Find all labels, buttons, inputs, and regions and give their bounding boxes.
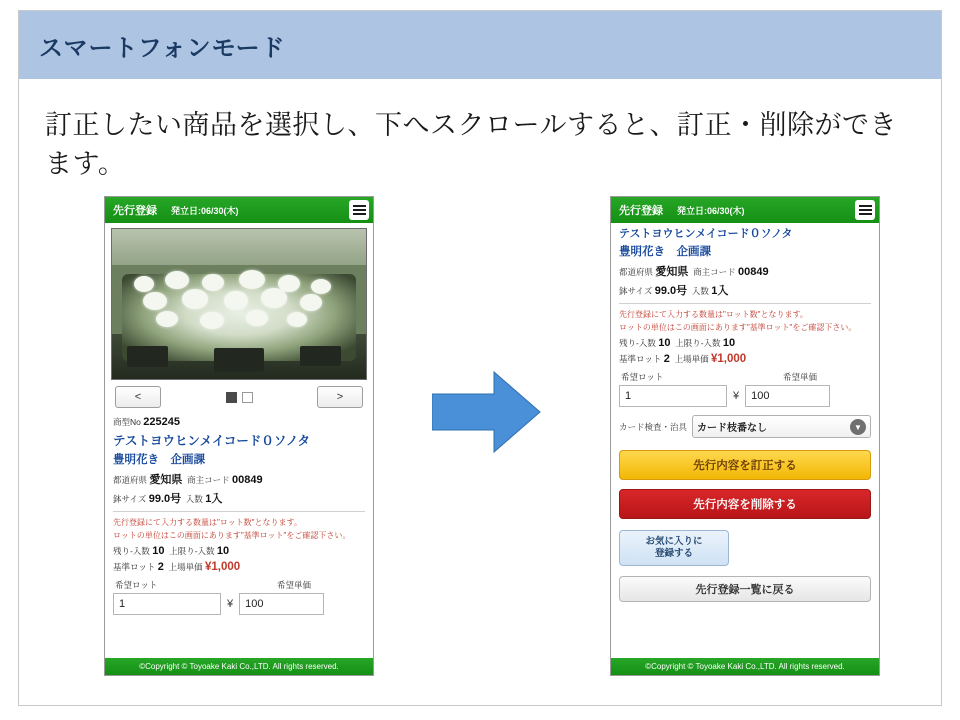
desired-lot-input[interactable]: 1: [113, 593, 221, 615]
desired-lot-label: 希望ロット: [115, 580, 158, 590]
card-select-value: カード枝番なし: [697, 423, 768, 434]
product-photo[interactable]: [111, 228, 367, 380]
shipper-value: 00849: [232, 474, 263, 486]
upper-value: 10: [722, 337, 736, 349]
photo-next-button[interactable]: >: [317, 386, 363, 408]
remain-label: 残り-入数: [619, 338, 656, 348]
base-lot-value: 2: [157, 561, 164, 573]
market-price-value: ¥1,000: [204, 561, 241, 573]
app-header-right: [611, 197, 879, 223]
note-line-1-right: 先行登録にて入力する数量は"ロット数"となります。: [619, 310, 808, 319]
favorite-line-2: 登録する: [654, 548, 693, 559]
favorite-button[interactable]: [619, 530, 729, 566]
market-price-label: 上場単価: [674, 354, 709, 364]
shipper-label: 商主コード: [693, 267, 736, 277]
chevron-down-icon: ▼: [850, 419, 866, 435]
stock-row-right: [619, 337, 871, 349]
note-line-1: 先行登録にて入力する数量は"ロット数"となります。: [113, 518, 302, 527]
app-logo-right: 先行登録: [619, 205, 663, 217]
base-lot-label: 基準ロット: [113, 562, 156, 572]
product-code-value: 225245: [143, 416, 180, 428]
note-line-2-right: ロットの単位はこの画面にあります"基準ロット"をご確認下さい。: [619, 323, 857, 332]
desired-price-label: 希望単価: [276, 580, 311, 590]
product-name[interactable]: テストヨウヒンメイコード０ソノタ: [113, 434, 311, 448]
product-detail-right: [611, 223, 879, 438]
upper-label: 上限り-入数: [169, 546, 215, 556]
form-labels-right: [621, 371, 869, 383]
market-price-label: 上場単価: [168, 562, 203, 572]
product-sub-name-right: 豊明花き 企画課: [619, 246, 711, 258]
pref-label: 都道府県: [113, 475, 148, 485]
shipper-label: 商主コード: [187, 475, 230, 485]
slide-title-bar: [19, 11, 941, 79]
base-lot-label: 基準ロット: [619, 354, 662, 364]
desired-lot-input[interactable]: 1: [619, 385, 727, 407]
note-line-2: ロットの単位はこの画面にあります"基準ロット"をご確認下さい。: [113, 531, 351, 540]
remain-value: 10: [658, 337, 671, 349]
form-fields-right: [619, 385, 871, 407]
remain-value: 10: [152, 545, 165, 557]
yen-symbol: ¥: [733, 390, 740, 402]
product-code-row: [113, 416, 365, 428]
pref-value: 愛知県: [149, 474, 183, 486]
size-label: 鉢サイズ: [113, 494, 147, 504]
shipper-value: 00849: [738, 266, 769, 278]
hamburger-menu-icon[interactable]: [349, 200, 369, 220]
photo-pager-dots[interactable]: [226, 392, 253, 403]
product-origin-row: [113, 471, 365, 487]
remain-label: 残り-入数: [113, 546, 150, 556]
delete-button[interactable]: 先行内容を削除する: [619, 489, 871, 519]
back-to-list-button[interactable]: 先行登録一覧に戻る: [619, 576, 871, 602]
shipping-date-left: 発立日:06/30(木): [171, 205, 239, 216]
divider: [113, 511, 365, 512]
card-select[interactable]: [692, 415, 871, 438]
app-header-left: [105, 197, 373, 223]
footer-copyright-left: ©Copyright © Toyoake Kaki Co.,LTD. All rights reserved.: [105, 658, 373, 675]
phone-screen-actions: [610, 196, 880, 676]
upper-value: 10: [216, 545, 230, 557]
card-select-label: カード検査・治具: [619, 421, 688, 432]
desired-price-label: 希望単価: [782, 372, 817, 382]
slide-title: スマートフォンモード: [39, 34, 286, 62]
favorite-line-1: お気に入りに: [645, 535, 703, 547]
phone-body-left: [105, 223, 373, 659]
product-code-label: 商型No: [113, 417, 141, 427]
product-sub-name: 豊明花き 企画課: [113, 454, 205, 466]
form-fields-left: [113, 593, 365, 615]
flow-arrow-icon: [432, 370, 542, 454]
yen-symbol: ¥: [227, 598, 234, 610]
upper-label: 上限り-入数: [675, 338, 721, 348]
phone-screen-detail: [104, 196, 374, 676]
qty-value: 1入: [205, 493, 223, 505]
hamburger-menu-icon[interactable]: [855, 200, 875, 220]
pref-value: 愛知県: [655, 266, 689, 278]
desired-lot-label: 希望ロット: [621, 372, 664, 382]
shipping-date-right: 発立日:06/30(木): [677, 205, 745, 216]
product-size-row: [113, 490, 365, 506]
slide-headline: 訂正したい商品を選択し、下へスクロールすると、訂正・削除ができます。: [45, 110, 897, 179]
market-price-value: ¥1,000: [710, 353, 747, 365]
desired-price-input[interactable]: 100: [745, 385, 830, 407]
qty-label: 入数: [185, 494, 203, 504]
product-origin-row-right: [619, 263, 871, 279]
lot-price-row-right: [619, 353, 871, 365]
product-detail-left: [105, 410, 373, 615]
size-value: 99.0号: [654, 285, 688, 297]
lot-price-row: [113, 561, 365, 573]
size-value: 99.0号: [148, 493, 182, 505]
amend-button[interactable]: 先行内容を訂正する: [619, 450, 871, 480]
desired-price-input[interactable]: 100: [239, 593, 324, 615]
footer-copyright-right: ©Copyright © Toyoake Kaki Co.,LTD. All rights reserved.: [611, 658, 879, 675]
base-lot-value: 2: [663, 353, 670, 365]
stock-row: [113, 545, 365, 557]
phone-body-right: [611, 223, 879, 659]
photo-prev-button[interactable]: <: [115, 386, 161, 408]
qty-value: 1入: [711, 285, 729, 297]
card-select-row: [619, 415, 871, 438]
form-labels-left: [115, 579, 363, 591]
product-size-row-right: [619, 282, 871, 298]
qty-label: 入数: [691, 286, 709, 296]
divider: [619, 303, 871, 304]
photo-nav: [115, 386, 363, 408]
product-name-clipped: テストヨウヒンメイコード０ソノタ: [619, 228, 793, 240]
size-label: 鉢サイズ: [619, 286, 653, 296]
app-logo-left: 先行登録: [113, 205, 157, 217]
pref-label: 都道府県: [619, 267, 654, 277]
